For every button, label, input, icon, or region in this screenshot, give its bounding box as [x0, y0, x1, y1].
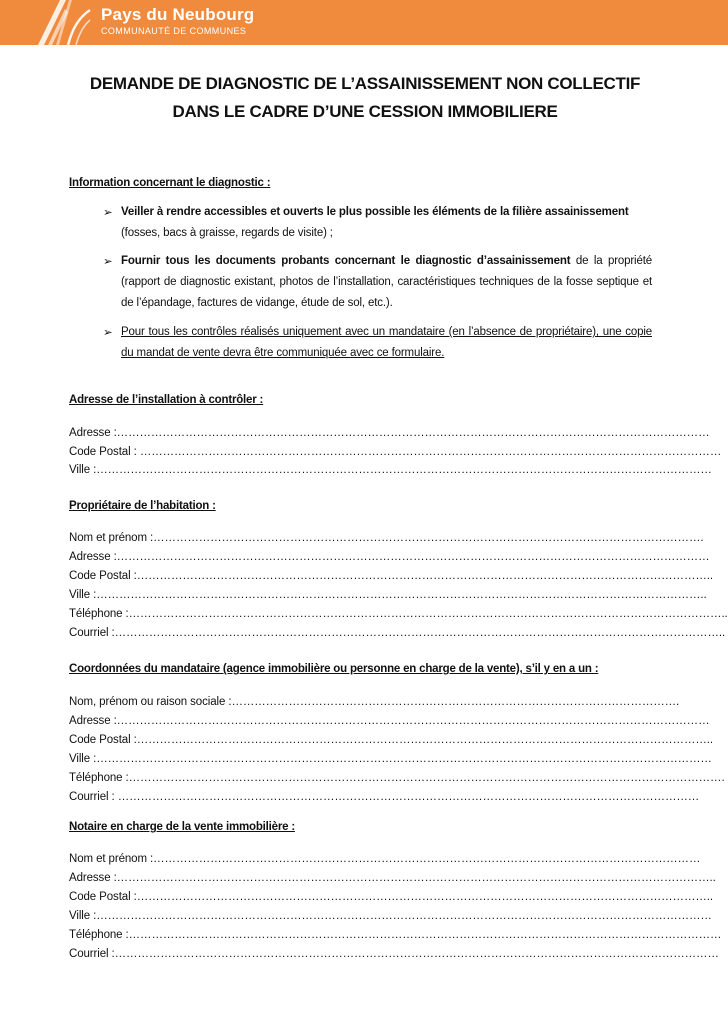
agent-city-field[interactable]: Ville :……………………………………………………………………………………………………………………………………………… [69, 753, 712, 765]
owner-heading: Propriétaire de l’habitation : [69, 500, 216, 512]
agent-phone-field[interactable]: Téléphone :…………………………………………………………………………………………………………………………………………. [69, 772, 725, 784]
installation-heading: Adresse de l’installation à contrôler : [69, 394, 264, 406]
bullet-arrow-icon: ➢ [103, 207, 113, 219]
owner-name-field[interactable]: Nom et prénom :………………………………………………………………………………………………………………………………. [69, 532, 704, 544]
notary-heading: Notaire en charge de la vente immobilière : [69, 821, 295, 833]
installation-postcode-field[interactable]: Code Postal : ……………………………………………………………………………………………………………………………………… [69, 446, 722, 458]
agent-email-field[interactable]: Courriel : ……………………………………………………………………………………………………………………………………… [69, 791, 700, 803]
bullet-documents-rest: de la propriété (rapport de diagnostic existant, photos de l’installation, caractéristiques techniques de la fosse septique et de l’épandage, factures de vidange, étude de sol, etc.). [121, 255, 652, 309]
owner-city-field[interactable]: Ville :…………………………………………………………………………………………………………………………………………….. [69, 589, 707, 601]
bullet-arrow-icon: ➢ [103, 256, 113, 268]
document-title-line-1: DEMANDE DE DIAGNOSTIC DE L’ASSAINISSEMENT NON COLLECTIF [89, 74, 641, 93]
brand-subtitle: COMMUNAUTÉ DE COMMUNES [101, 26, 247, 36]
document-title-line-2: DANS LE CADRE D’UNE CESSION IMMOBILIERE [172, 102, 558, 121]
owner-postcode-field[interactable]: Code Postal :…………………………………………………………………………………………………………………………………….. [69, 570, 713, 582]
notary-postcode-field[interactable]: Code Postal :…………………………………………………………………………………………………………………………………….. [69, 891, 713, 903]
bullet-documents [121, 251, 652, 314]
agent-name-field[interactable]: Nom, prénom ou raison sociale :………………………………………………………………………………………………………. [69, 696, 680, 708]
logo-icon [38, 0, 90, 45]
installation-address-field[interactable]: Adresse :………………………………………………………………………………………………………………………………………… [69, 427, 710, 439]
notary-email-field[interactable]: Courriel :…………………………………………………………………………………………………………………………………………… [69, 948, 719, 960]
bullet-arrow-icon: ➢ [103, 327, 113, 339]
bullet-documents-bold: Fournir tous les documents probants concernant le diagnostic d’assainissement [121, 255, 571, 267]
bullet-access-bold: Veiller à rendre accessibles et ouverts le plus possible les éléments de la filière assainissement [121, 206, 629, 218]
bullet-access-rest: (fosses, bacs à graisse, regards de visite) ; [121, 227, 333, 239]
brand-name: Pays du Neubourg [101, 5, 255, 24]
owner-address-field[interactable]: Adresse :………………………………………………………………………………………………………………………………………… [69, 551, 710, 563]
agent-address-field[interactable]: Adresse :………………………………………………………………………………………………………………………………………… [69, 715, 710, 727]
notary-phone-field[interactable]: Téléphone :………………………………………………………………………………………………………………………………………… [69, 929, 722, 941]
notary-name-field[interactable]: Nom et prénom :……………………………………………………………………………………………………………………………… [69, 853, 701, 865]
owner-email-field[interactable]: Courriel :…………………………………………………………………………………………………………………………………………….. [69, 627, 726, 639]
header-banner [0, 0, 728, 45]
info-heading: Information concernant le diagnostic : [69, 177, 271, 189]
bullet-access [121, 202, 652, 244]
notary-city-field[interactable]: Ville :……………………………………………………………………………………………………………………………………………… [69, 910, 712, 922]
agent-postcode-field[interactable]: Code Postal :…………………………………………………………………………………………………………………………………….. [69, 734, 713, 746]
owner-phone-field[interactable]: Téléphone :………………………………………………………………………………………………………………………………………….. [69, 608, 728, 620]
notary-address-field[interactable]: Adresse :………………………………………………………………………………………………………………………………………….. [69, 872, 716, 884]
agent-heading: Coordonnées du mandataire (agence immobilière ou personne en charge de la vente), s’il y en a un : [69, 663, 599, 675]
installation-city-field[interactable]: Ville :……………………………………………………………………………………………………………………………………………… [69, 464, 712, 476]
bullet-mandate: Pour tous les contrôles réalisés uniquement avec un mandataire (en l’absence de propriétaire), une copie du mandat de vente devra être communiquée avec ce formulaire. [121, 326, 652, 359]
